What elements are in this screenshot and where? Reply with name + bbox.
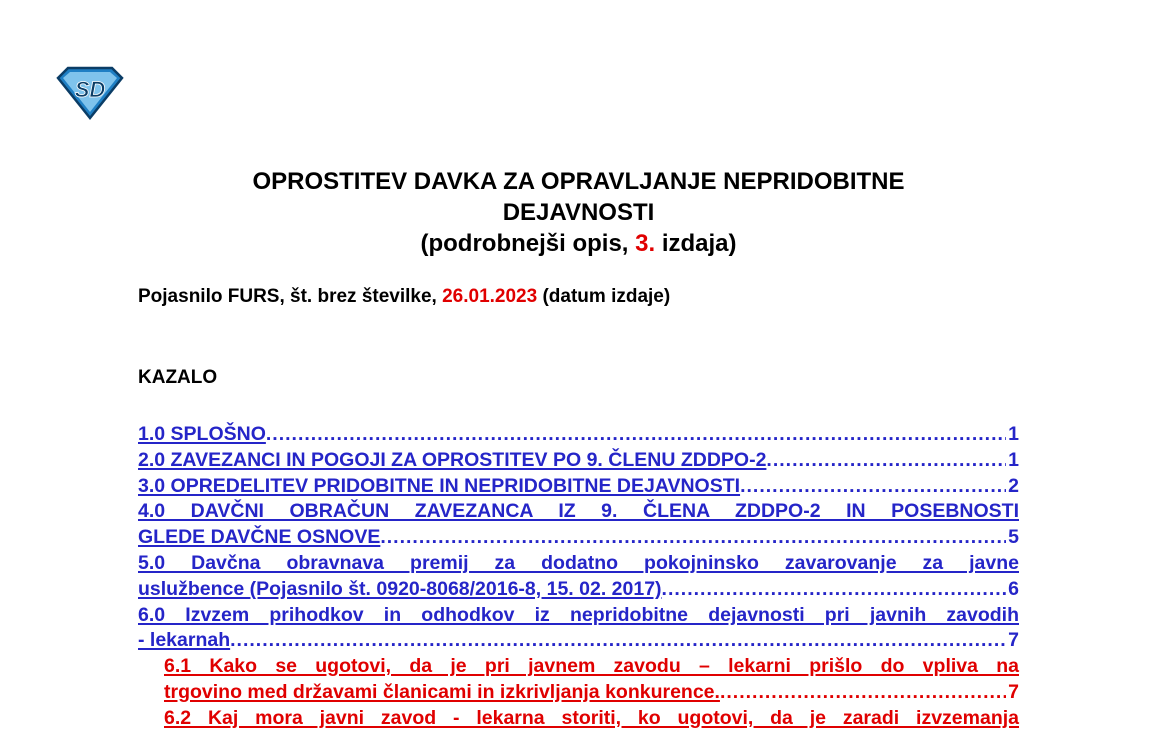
toc-entry-1[interactable]	[138, 422, 1019, 448]
toc-entry-4-text-line1[interactable]: 4.0 DAVČNI OBRAČUN ZAVEZANCA IZ 9. ČLENA ZDDPO-2 IN POSEBNOSTI	[138, 500, 1019, 523]
title-line-1: OPROSTITEV DAVKA ZA OPRAVLJANJE NEPRIDOBITNE	[252, 168, 905, 195]
toc-entry-6-1-text-line2[interactable]: trgovino med državami članicami in izkrivljanja konkurence.	[164, 680, 720, 703]
toc-entry-5-page: 6	[1008, 577, 1019, 600]
toc-entry-5-text-line1[interactable]: 5.0 Davčna obravnava premij za dodatno pokojninsko zavarovanje za javne	[138, 551, 1019, 574]
toc-entry-6-2[interactable]	[164, 706, 1019, 732]
document-title	[0, 166, 1157, 259]
toc-entry-1-text[interactable]: 1.0 SPLOŠNO	[138, 423, 266, 445]
toc-entry-6-text-line2[interactable]: - lekarnah	[138, 629, 231, 652]
toc-entry-6-2-text-line1[interactable]: 6.2 Kaj mora javni zavod - lekarna storiti, ko ugotovi, da je zaradi izvzemanja	[164, 706, 1019, 729]
toc-entry-6[interactable]	[138, 603, 1019, 655]
toc-entry-4-page: 5	[1008, 526, 1019, 549]
toc-entry-4-text-line2[interactable]: GLEDE DAVČNE OSNOVE	[138, 526, 381, 549]
toc-entry-4[interactable]	[138, 499, 1019, 551]
toc-entry-2-text[interactable]: 2.0 ZAVEZANCI IN POGOJI ZA OPROSTITEV PO 9. ČLENU ZDDPO-2	[138, 448, 767, 471]
toc-heading: KAZALO	[138, 367, 218, 388]
toc-entry-5[interactable]	[138, 551, 1019, 603]
sd-shield-logo-icon	[54, 64, 126, 122]
issuer-line: Pojasnilo FURS, št. brez številke, 26.01.2023 (datum izdaje)	[138, 286, 671, 307]
toc-entry-3[interactable]	[138, 474, 1019, 500]
toc-entry-5-text-line2[interactable]: uslužbence (Pojasnilo št. 0920-8068/2016-8, 15. 02. 2017)	[138, 577, 662, 600]
toc-entry-6-1-text-line1[interactable]: 6.1 Kako se ugotovi, da je pri javnem zavodu – lekarni prišlo do vpliva na	[164, 655, 1019, 678]
title-line-3: (podrobnejši opis, 3. izdaja)	[420, 230, 737, 257]
toc-entry-2[interactable]	[138, 448, 1019, 474]
toc-entry-6-text-line1[interactable]: 6.0 Izvzem prihodkov in odhodkov iz nepridobitne dejavnosti pri javnih zavodih	[138, 603, 1019, 626]
toc-entry-6-1[interactable]	[164, 654, 1019, 706]
issue-date: 26.01.2023	[442, 286, 538, 307]
toc-entry-1-page: 1	[1008, 423, 1019, 445]
edition-number: 3.	[635, 230, 656, 257]
svg-text:SD: SD	[74, 77, 106, 102]
toc-entry-6-page: 7	[1008, 629, 1019, 652]
toc-entry-3-text[interactable]: 3.0 OPREDELITEV PRIDOBITNE IN NEPRIDOBITNE DEJAVNOSTI	[138, 474, 741, 497]
toc-entry-3-page: 2	[1008, 474, 1019, 497]
table-of-contents	[138, 422, 1019, 732]
toc-entry-2-page: 1	[1008, 448, 1019, 471]
title-line-2: DEJAVNOSTI	[502, 199, 655, 226]
toc-entry-6-1-page: 7	[1008, 680, 1019, 703]
